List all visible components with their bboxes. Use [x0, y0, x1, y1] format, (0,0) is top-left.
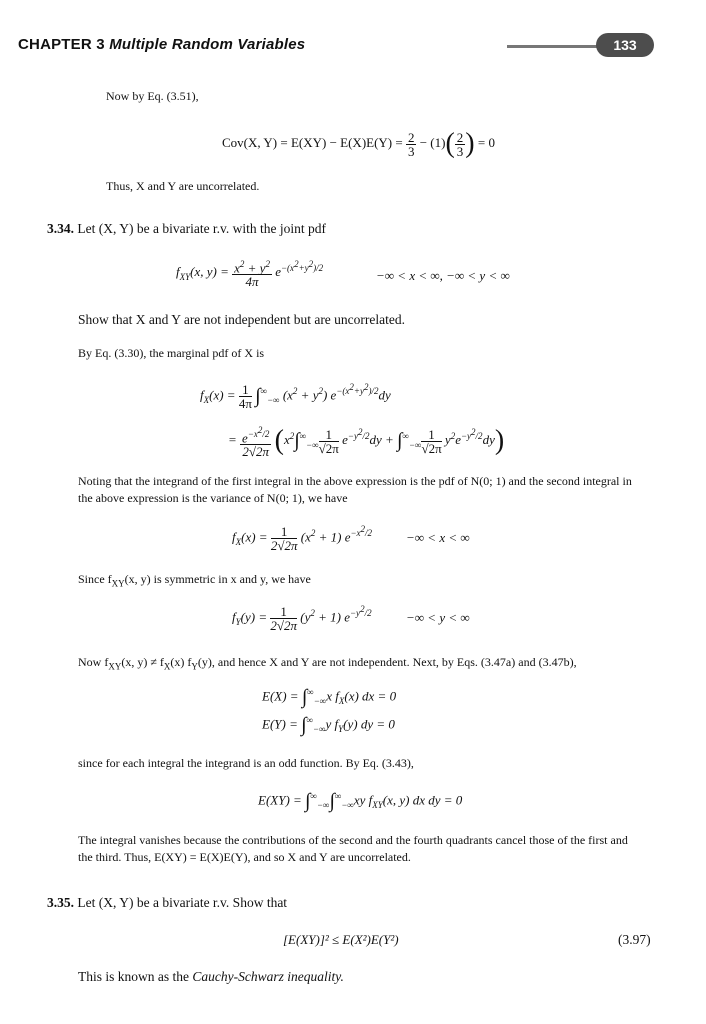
text-show-that: Show that X and Y are not independent but are uncorrelated. — [78, 312, 406, 327]
equation-label-397: (3.97) — [618, 932, 651, 947]
ey-equation: $E(Y) = \int^\infty_{-\infty}y$ $f_Y(y)$ dy = 0 — [262, 714, 395, 736]
ex-tail2: (x) dx = 0 — [344, 688, 397, 704]
text-vanishes-1: The integral vanishes because the contributions of the second and the fourth quadrants cancel those of the first and — [78, 833, 628, 847]
page-number-badge: 133 — [596, 33, 654, 57]
problem-3-35 — [47, 895, 287, 911]
joint-range: −∞ < x < ∞, −∞ < y < ∞ — [376, 268, 510, 283]
chapter-label: CHAPTER 3 — [18, 36, 105, 53]
joint-pdf-equation: $f_{XY}(x$, y) = $\frac{x^2 + y^2}{4\pi}$ $e^{-(x^2+y^2)/2}$ — [176, 258, 324, 290]
text-odd-function: since for each integral the integrand is an odd function. By Eq. (3.43), — [78, 756, 414, 770]
text-marginal-intro: By Eq. (3.30), the marginal pdf of X is — [78, 346, 265, 360]
ey-tail2: (y) dy = 0 — [343, 716, 395, 732]
ex-equation: $E(X) = \int^\infty_{-\infty}x$ $f_X(x)$ dx = 0 — [262, 686, 397, 708]
ex-lhs: E(X) = — [262, 688, 299, 704]
fx-result: $f_X(x)$ = $\frac{1}{2√2\pi}$ $(x^2 + 1)$ $e^{-x^2/2}$ — [232, 523, 373, 553]
now-fxy-d: (y), and hence X and Y are not independent. Next, by Eqs. (3.47a) and (3.47b), — [197, 655, 577, 669]
header-rule — [507, 45, 602, 48]
joint-frac: $\frac{x^2 + y^2}{4\pi}$ — [234, 259, 270, 290]
fy-result: $f_Y(y)$ = $\frac{1}{2√2\pi}$ $(y^2 + 1)$ $e^{-y^2/2}$ — [232, 603, 372, 633]
fx-range: −∞ < x < ∞ — [406, 530, 470, 545]
problem-3-34 — [47, 221, 326, 237]
ey-tail: y f — [325, 716, 339, 732]
chapter-subtitle: Multiple Random Variables — [109, 36, 306, 53]
chapter-header — [18, 36, 305, 53]
text-noting-2: the above expression is the variance of N(0; 1), we have — [78, 491, 348, 505]
text-cauchy-schwarz — [78, 969, 344, 985]
marginal-integral-line-2: = $\frac{e^{-x^2/2}}{2√2\pi}$ ($x^2\int^\infty_{-\infty}$ $\frac{1}{√2\pi}$ $e^{-y^2/2}dy + \int^\infty_{-\infty}$ $\frac{1}{√2\pi}$ $y^2e^{-y^2/2}dy$) — [228, 425, 505, 460]
marginal-integral-line-1: $f_X(x)$ = $\frac{1}{4\pi}$ $\int^\infty_{-\infty}$ $(x^2 + y^2)$ $e^{-(x^2+y^2)/2}dy$ — [200, 381, 391, 411]
cs-text-b: Cauchy-Schwarz inequality. — [192, 969, 344, 984]
problem-text: Let (X, Y) be a bivariate r.v. with the joint pdf — [77, 221, 327, 236]
text-uncorrelated-1: Thus, X and Y are uncorrelated. — [106, 179, 260, 193]
text-vanishes-2: the third. Thus, E(XY) = E(X)E(Y), and so X and Y are uncorrelated. — [78, 850, 411, 864]
exy-equation: $E(XY) = \int^\infty_{-\infty}\int^\infty_{-\infty}xy$ $f_{XY}(x$, y) dx dy = 0 — [258, 790, 463, 812]
cov-lhs: Cov(X, Y) = E(XY) − E(X)E(Y) = — [222, 134, 403, 150]
now-fxy-b: (x, y) ≠ f — [121, 655, 164, 669]
exy-lhs: E(XY) = — [258, 792, 302, 808]
joint-lhs: f — [176, 264, 180, 280]
cov-rhs: = 0 — [477, 134, 495, 150]
cs-text-a: This is known as the — [78, 969, 189, 984]
problem-text-335: Let (X, Y) be a bivariate r.v. Show that — [77, 895, 288, 910]
cauchy-schwarz-equation: [E(XY)]² ≤ E(X²)E(Y²) — [283, 932, 399, 947]
problem-number-335: 3.35. — [47, 895, 74, 910]
exy-tail: xy f — [353, 792, 373, 808]
fy-range: −∞ < y < ∞ — [406, 610, 470, 625]
now-fxy-a: Now f — [78, 655, 109, 669]
text-since-symmetric: Since $f_{XY}(x$, y) is symmetric in x and y, we have — [78, 572, 311, 589]
problem-number: 3.34. — [47, 221, 74, 236]
exy-tail2: (x, y) dx dy = 0 — [382, 792, 463, 808]
covariance-equation: Cov(X, Y) = E(XY) − E(X)E(Y) = $\frac{2}{3}$ − (1)( $\frac{2}{3}$ ) = 0 — [222, 128, 495, 159]
cov-frac-2: $\frac{2}{3}$ — [456, 129, 464, 159]
text-not-independent: Now $f_{XY}(x$, $y) \ne f_X(x)$ $f_Y(y)$, and hence X and Y are not independent. Next, by Eqs. (3.47a) and (3.47b), — [78, 655, 577, 672]
ey-lhs: E(Y) = — [262, 716, 298, 732]
now-fxy-c: (x) f — [170, 655, 192, 669]
text-now-by-351: Now by Eq. (3.51), — [106, 89, 199, 103]
ex-tail: x f — [326, 688, 339, 704]
since-sym-a: Since f — [78, 572, 112, 586]
cov-frac-1: $\frac{2}{3}$ — [407, 129, 415, 159]
since-sym-b: (x, y) is symmetric in x and y, we have — [124, 572, 311, 586]
text-noting-1: Noting that the integrand of the first integral in the above expression is the pdf of N(0; 1) and the second integral in — [78, 474, 632, 488]
